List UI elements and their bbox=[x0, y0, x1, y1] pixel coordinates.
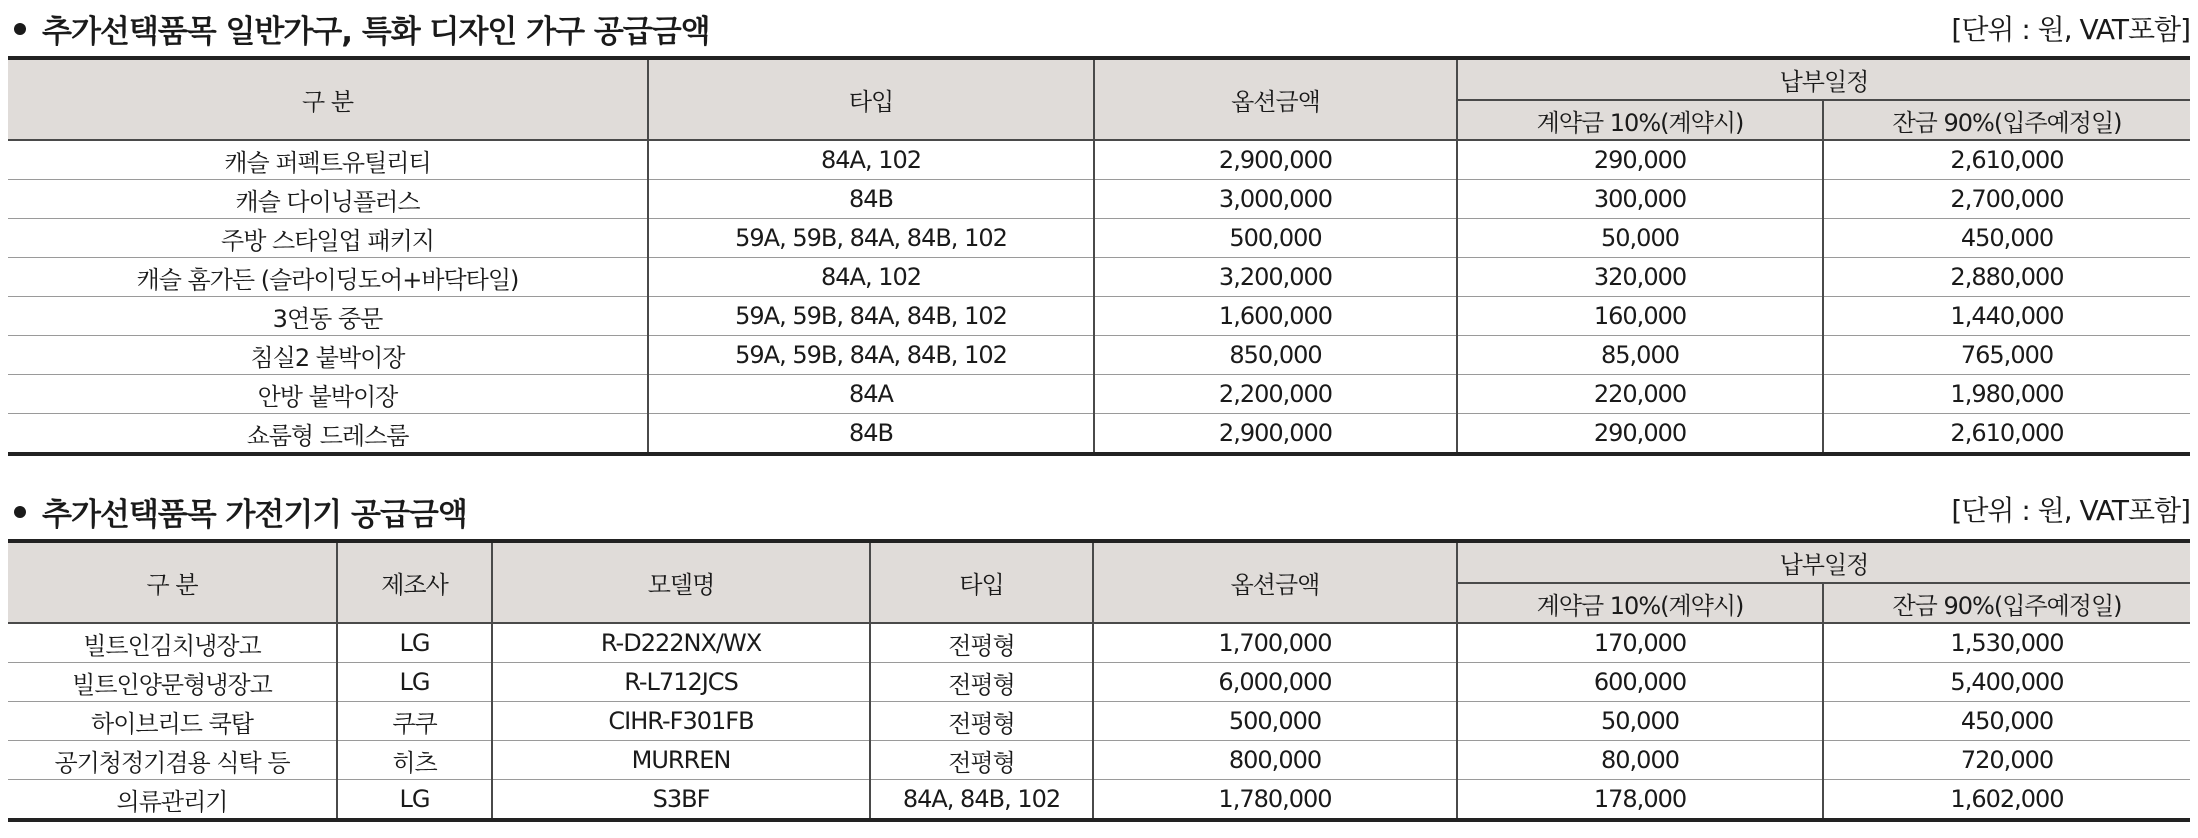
cell-option-price: 1,700,000 bbox=[1093, 623, 1457, 663]
cell-maker: LG bbox=[337, 663, 492, 702]
table-row bbox=[8, 180, 2190, 219]
cell-balance: 450,000 bbox=[1823, 219, 2190, 258]
table-row bbox=[8, 336, 2190, 375]
cell-option-price: 2,200,000 bbox=[1094, 375, 1457, 414]
cell-category: 캐슬 퍼펙트유틸리티 bbox=[8, 140, 648, 180]
cell-option-price: 3,000,000 bbox=[1094, 180, 1457, 219]
table-row bbox=[8, 741, 2190, 780]
cell-deposit: 160,000 bbox=[1457, 297, 1823, 336]
header-deposit: 계약금 10%(계약시) bbox=[1457, 100, 1823, 140]
header-model: 모델명 bbox=[492, 541, 870, 623]
cell-type: 84B bbox=[648, 180, 1094, 219]
cell-option-price: 2,900,000 bbox=[1094, 140, 1457, 180]
table-row bbox=[8, 140, 2190, 180]
header-balance: 잔금 90%(입주예정일) bbox=[1823, 583, 2190, 623]
header-option-price: 옵션금액 bbox=[1094, 58, 1457, 140]
cell-option-price: 850,000 bbox=[1094, 336, 1457, 375]
furniture-unit-label: [단위 : 원, VAT포함] bbox=[1951, 13, 2190, 46]
cell-deposit: 290,000 bbox=[1457, 140, 1823, 180]
cell-type: 84B bbox=[648, 414, 1094, 455]
cell-maker: 쿠쿠 bbox=[337, 702, 492, 741]
cell-deposit: 600,000 bbox=[1457, 663, 1823, 702]
cell-category: 주방 스타일업 패키지 bbox=[8, 219, 648, 258]
cell-type: 전평형 bbox=[870, 623, 1093, 663]
cell-deposit: 170,000 bbox=[1457, 623, 1823, 663]
cell-maker: LG bbox=[337, 623, 492, 663]
cell-category: 빌트인김치냉장고 bbox=[8, 623, 337, 663]
cell-option-price: 3,200,000 bbox=[1094, 258, 1457, 297]
appliances-title: 추가선택품목 가전기기 공급금액 bbox=[42, 497, 467, 533]
cell-deposit: 178,000 bbox=[1457, 780, 1823, 821]
cell-type: 전평형 bbox=[870, 663, 1093, 702]
cell-option-price: 2,900,000 bbox=[1094, 414, 1457, 455]
table-row bbox=[8, 297, 2190, 336]
cell-balance: 1,602,000 bbox=[1823, 780, 2190, 821]
header-option-price: 옵션금액 bbox=[1093, 541, 1457, 623]
cell-category: 하이브리드 쿡탑 bbox=[8, 702, 337, 741]
cell-category: 침실2 붙박이장 bbox=[8, 336, 648, 375]
cell-option-price: 6,000,000 bbox=[1093, 663, 1457, 702]
cell-option-price: 1,600,000 bbox=[1094, 297, 1457, 336]
table-row bbox=[8, 414, 2190, 455]
cell-deposit: 300,000 bbox=[1457, 180, 1823, 219]
header-maker: 제조사 bbox=[337, 541, 492, 623]
table-row bbox=[8, 780, 2190, 821]
cell-deposit: 85,000 bbox=[1457, 336, 1823, 375]
table-row bbox=[8, 219, 2190, 258]
table-row bbox=[8, 663, 2190, 702]
header-payment-schedule: 납부일정 bbox=[1457, 541, 2190, 583]
cell-balance: 1,440,000 bbox=[1823, 297, 2190, 336]
cell-balance: 765,000 bbox=[1823, 336, 2190, 375]
cell-type: 84A, 102 bbox=[648, 140, 1094, 180]
furniture-title: 추가선택품목 일반가구, 특화 디자인 가구 공급금액 bbox=[42, 14, 710, 50]
cell-category: 캐슬 홈가든 (슬라이딩도어+바닥타일) bbox=[8, 258, 648, 297]
header-payment-schedule: 납부일정 bbox=[1457, 58, 2190, 100]
cell-balance: 5,400,000 bbox=[1823, 663, 2190, 702]
cell-deposit: 50,000 bbox=[1457, 702, 1823, 741]
cell-category: 빌트인양문형냉장고 bbox=[8, 663, 337, 702]
header-balance: 잔금 90%(입주예정일) bbox=[1823, 100, 2190, 140]
appliances-price-table bbox=[8, 539, 2190, 822]
cell-model: R-L712JCS bbox=[492, 663, 870, 702]
furniture-price-table bbox=[8, 56, 2190, 456]
cell-option-price: 1,780,000 bbox=[1093, 780, 1457, 821]
bullet-icon bbox=[14, 23, 26, 35]
cell-balance: 2,610,000 bbox=[1823, 140, 2190, 180]
cell-model: MURREN bbox=[492, 741, 870, 780]
cell-balance: 720,000 bbox=[1823, 741, 2190, 780]
cell-type: 59A, 59B, 84A, 84B, 102 bbox=[648, 297, 1094, 336]
cell-balance: 2,700,000 bbox=[1823, 180, 2190, 219]
cell-deposit: 320,000 bbox=[1457, 258, 1823, 297]
cell-model: R-D222NX/WX bbox=[492, 623, 870, 663]
header-type: 타입 bbox=[648, 58, 1094, 140]
cell-balance: 1,530,000 bbox=[1823, 623, 2190, 663]
table-row bbox=[8, 702, 2190, 741]
appliances-unit-label: [단위 : 원, VAT포함] bbox=[1951, 494, 2190, 527]
cell-option-price: 500,000 bbox=[1093, 702, 1457, 741]
header-category: 구 분 bbox=[8, 58, 648, 140]
cell-deposit: 50,000 bbox=[1457, 219, 1823, 258]
cell-type: 전평형 bbox=[870, 741, 1093, 780]
table-row bbox=[8, 623, 2190, 663]
cell-option-price: 800,000 bbox=[1093, 741, 1457, 780]
cell-type: 전평형 bbox=[870, 702, 1093, 741]
header-deposit: 계약금 10%(계약시) bbox=[1457, 583, 1823, 623]
cell-deposit: 290,000 bbox=[1457, 414, 1823, 455]
cell-deposit: 80,000 bbox=[1457, 741, 1823, 780]
cell-balance: 2,610,000 bbox=[1823, 414, 2190, 455]
bullet-icon bbox=[14, 506, 26, 518]
cell-type: 84A, 102 bbox=[648, 258, 1094, 297]
header-type: 타입 bbox=[870, 541, 1093, 623]
cell-type: 59A, 59B, 84A, 84B, 102 bbox=[648, 219, 1094, 258]
cell-category: 캐슬 다이닝플러스 bbox=[8, 180, 648, 219]
cell-maker: LG bbox=[337, 780, 492, 821]
table-row bbox=[8, 375, 2190, 414]
cell-model: CIHR-F301FB bbox=[492, 702, 870, 741]
section-title-furniture bbox=[14, 6, 710, 51]
header-category: 구 분 bbox=[8, 541, 337, 623]
section-title-appliances bbox=[14, 489, 467, 534]
cell-category: 의류관리기 bbox=[8, 780, 337, 821]
cell-option-price: 500,000 bbox=[1094, 219, 1457, 258]
cell-balance: 450,000 bbox=[1823, 702, 2190, 741]
cell-deposit: 220,000 bbox=[1457, 375, 1823, 414]
table-row bbox=[8, 258, 2190, 297]
cell-type: 59A, 59B, 84A, 84B, 102 bbox=[648, 336, 1094, 375]
cell-maker: 히츠 bbox=[337, 741, 492, 780]
cell-category: 쇼룸형 드레스룸 bbox=[8, 414, 648, 455]
cell-balance: 2,880,000 bbox=[1823, 258, 2190, 297]
cell-category: 안방 붙박이장 bbox=[8, 375, 648, 414]
cell-model: S3BF bbox=[492, 780, 870, 821]
cell-category: 공기청정기겸용 식탁 등 bbox=[8, 741, 337, 780]
cell-balance: 1,980,000 bbox=[1823, 375, 2190, 414]
cell-category: 3연동 중문 bbox=[8, 297, 648, 336]
cell-type: 84A, 84B, 102 bbox=[870, 780, 1093, 821]
cell-type: 84A bbox=[648, 375, 1094, 414]
